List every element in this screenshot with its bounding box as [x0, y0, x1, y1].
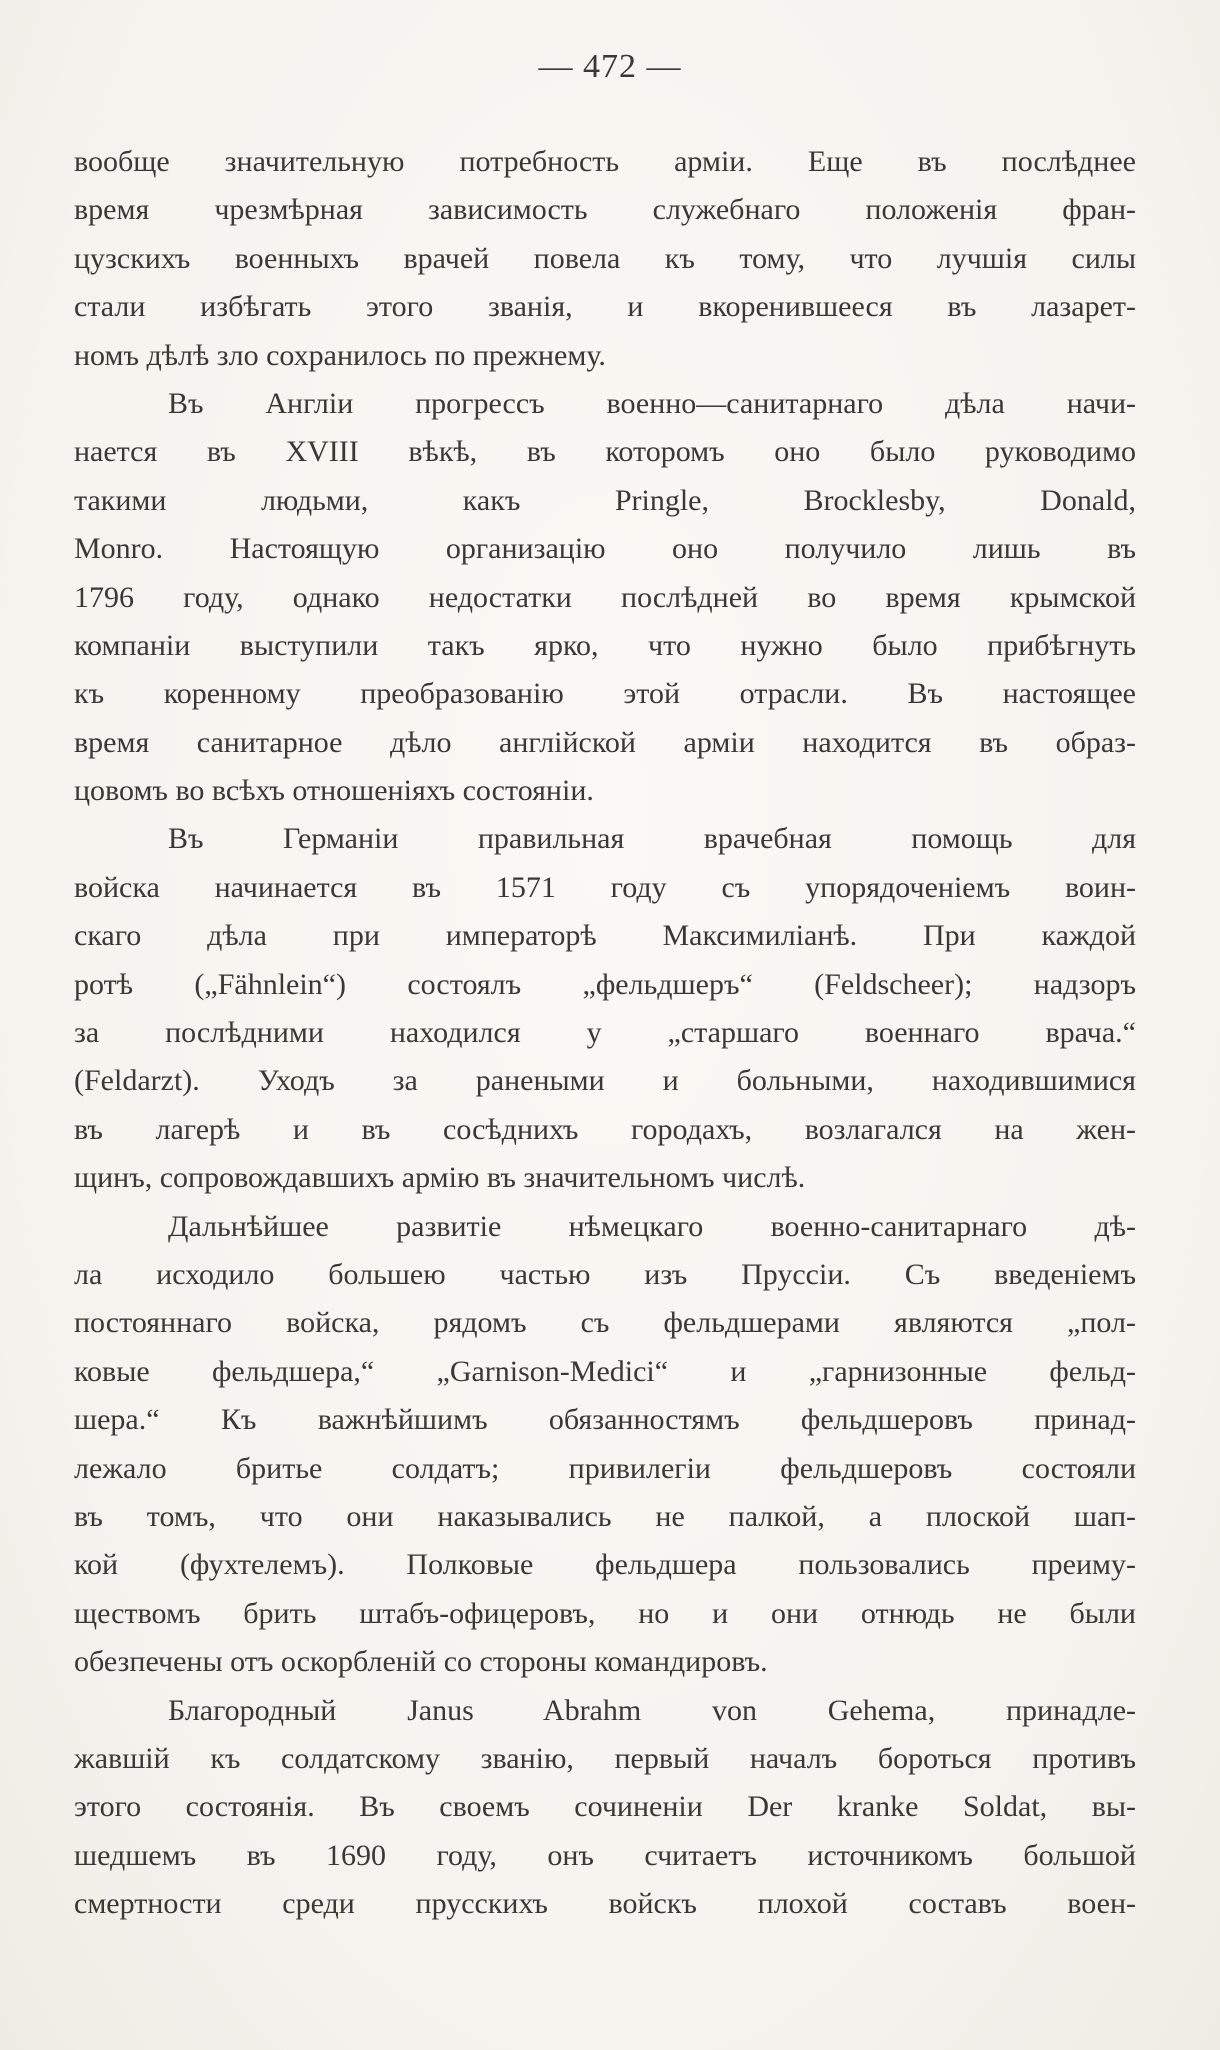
text-line: цовомъ во всѣхъ отношеніяхъ состояніи.: [74, 774, 594, 808]
text-line: за послѣдними находился у „старшаго военнаго врача.“: [74, 1016, 1136, 1050]
text-line: шедшемъ въ 1690 году, онъ считаетъ источникомъ большой: [74, 1838, 1136, 1872]
text-line: обезпечены отъ оскорбленій со стороны командировъ.: [74, 1645, 768, 1679]
text-line: этого состоянія. Въ своемъ сочиненіи Der kranke Soldat, вы-: [74, 1790, 1136, 1824]
paragraph-2: [74, 380, 1136, 816]
text-line: къ коренному преобразованію этой отрасли. Въ настоящее: [74, 677, 1136, 711]
text-line: щинъ, сопровождавшихъ армію въ значительномъ числѣ.: [74, 1161, 806, 1195]
page-number: — 472 —: [538, 48, 682, 85]
text-line: войска начинается въ 1571 году съ упорядоченіемъ воин-: [74, 870, 1136, 904]
text-line: Въ Англіи прогрессъ военно—санитарнаго дѣла начи-: [168, 386, 1136, 420]
paragraph-4: [74, 1203, 1136, 1687]
text-line: такими людьми, какъ Pringle, Brocklesby, Donald,: [74, 483, 1136, 517]
text-line: 1796 году, однако недостатки послѣдней во время крымской: [74, 580, 1136, 614]
text-line: лежало бритье солдатъ; привилегіи фельдшеровъ состояли: [74, 1451, 1136, 1485]
text-line: скаго дѣла при императорѣ Максимиліанѣ. При каждой: [74, 919, 1136, 953]
text-line: ществомъ брить штабъ-офицеровъ, но и они отнюдь не были: [74, 1596, 1136, 1630]
paragraph-5: [74, 1687, 1136, 1929]
text-line: кой (фухтелемъ). Полковые фельдшера пользовались преиму-: [74, 1548, 1136, 1582]
text-line: (Feldarzt). Уходъ за ранеными и больными, находившимися: [74, 1064, 1136, 1098]
text-line: нается въ XVIII вѣкѣ, въ которомъ оно было руководимо: [74, 435, 1136, 469]
body-text: [74, 138, 1136, 1928]
text-line: въ томъ, что они наказывались не палкой, а плоской шап-: [74, 1499, 1136, 1533]
text-line: постояннаго войска, рядомъ съ фельдшерами являются „пол-: [74, 1306, 1136, 1340]
text-line: ротѣ („Fähnlein“) состоялъ „фельдшеръ“ (Feldscheer); надзоръ: [74, 967, 1136, 1001]
paragraph-1: [74, 138, 1136, 380]
text-line: время чрезмѣрная зависимость служебнаго положенія фран-: [74, 193, 1136, 227]
paragraph-3: [74, 815, 1136, 1202]
text-line: компаніи выступили такъ ярко, что нужно было прибѣгнуть: [74, 628, 1136, 662]
text-line: Благородный Janus Abrahm von Gehema, принадле-: [168, 1693, 1136, 1727]
text-line: Monro. Настоящую организацію оно получило лишь въ: [74, 532, 1136, 566]
text-line: Дальнѣйшее развитіе нѣмецкаго военно-санитарнаго дѣ-: [168, 1209, 1136, 1243]
text-line: номъ дѣлѣ зло сохранилось по прежнему.: [74, 338, 606, 372]
text-line: время санитарное дѣло англійской арміи находится въ образ-: [74, 725, 1136, 759]
text-line: стали избѣгать этого званія, и вкоренившееся въ лазарет-: [74, 290, 1136, 324]
text-line: ковые фельдшера,“ „Garnison-Medici“ и „гарнизонные фельд-: [74, 1354, 1136, 1388]
text-line: въ лагерѣ и въ сосѣднихъ городахъ, возлагался на жен-: [74, 1112, 1136, 1146]
text-line: смертности среди прусскихъ войскъ плохой составъ воен-: [74, 1887, 1136, 1921]
text-line: ла исходило большею частью изъ Пруссіи. Съ введеніемъ: [74, 1257, 1136, 1291]
text-line: шера.“ Къ важнѣйшимъ обязанностямъ фельдшеровъ принад-: [74, 1403, 1136, 1437]
text-line: Въ Германіи правильная врачебная помощь для: [168, 822, 1136, 856]
text-line: жавшій къ солдатскому званію, первый началъ бороться противъ: [74, 1741, 1136, 1775]
text-line: цузскихъ военныхъ врачей повела къ тому, что лучшія силы: [74, 241, 1136, 275]
text-line: вообще значительную потребность арміи. Еще въ послѣднее: [74, 145, 1136, 178]
